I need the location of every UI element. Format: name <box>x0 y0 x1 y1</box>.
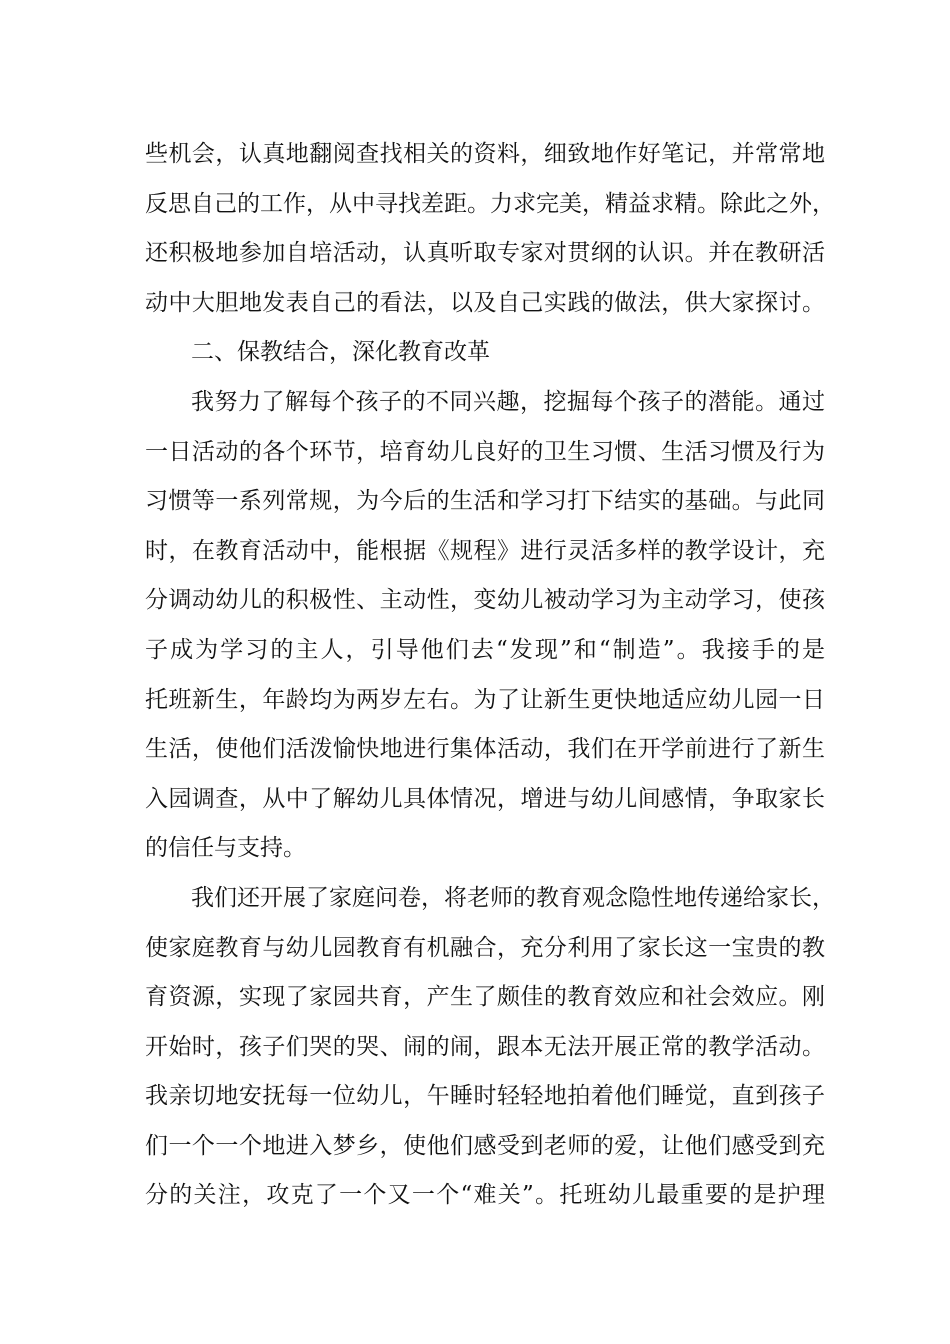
text-line: 生活，使他们活泼愉快地进行集体活动，我们在开学前进行了新生 <box>145 736 825 763</box>
text-line: 分调动幼儿的积极性、主动性，变幼儿被动学习为主动学习，使孩 <box>145 587 825 614</box>
text-line: 们一个一个地进入梦乡，使他们感受到老师的爱，让他们感受到充 <box>145 1132 825 1159</box>
text-line: 育资源，实现了家园共育，产生了颇佳的教育效应和社会效应。刚 <box>145 984 825 1011</box>
text-line: 动中大胆地发表自己的看法，以及自己实践的做法，供大家探讨。 <box>145 289 825 316</box>
text-line: 反思自己的工作，从中寻找差距。力求完美，精益求精。除此之外， <box>145 190 835 217</box>
text-line: 我们还开展了家庭问卷，将老师的教育观念隐性地传递给家长， <box>191 884 835 911</box>
text-line: 还积极地参加自培活动，认真听取专家对贯纲的认识。并在教研活 <box>145 240 825 267</box>
text-line: 使家庭教育与幼儿园教育有机融合，充分利用了家长这一宝贵的教 <box>145 934 825 961</box>
text-line: 托班新生，年龄均为两岁左右。为了让新生更快地适应幼儿园一日 <box>145 686 825 713</box>
text-line: 些机会，认真地翻阅查找相关的资料，细致地作好笔记，并常常地 <box>145 141 825 167</box>
text-line: 子成为学习的主人，引导他们去“发现”和“制造”。我接手的是 <box>145 636 825 663</box>
text-line: 时，在教育活动中，能根据《规程》进行灵活多样的教学设计，充 <box>145 537 825 564</box>
section-heading: 二、保教结合，深化教育改革 <box>191 339 490 366</box>
text-line: 的信任与支持。 <box>145 835 306 862</box>
text-line: 分的关注，攻克了一个又一个“难关”。托班幼儿最重要的是护理 <box>145 1182 825 1209</box>
text-line: 习惯等一系列常规，为今后的生活和学习打下结实的基础。与此同 <box>145 488 825 515</box>
body-text <box>145 130 835 1221</box>
text-line: 一日活动的各个环节，培育幼儿良好的卫生习惯、生活习惯及行为 <box>145 438 825 465</box>
text-line: 我努力了解每个孩子的不同兴趣，挖掘每个孩子的潜能。通过 <box>191 388 825 415</box>
text-line: 开始时，孩子们哭的哭、闹的闹，跟本无法开展正常的教学活动。 <box>145 1033 825 1060</box>
text-line: 入园调查，从中了解幼儿具体情况，增进与幼儿间感情，争取家长 <box>145 785 825 812</box>
text-line: 我亲切地安抚每一位幼儿，午睡时轻轻地拍着他们睡觉，直到孩子 <box>145 1083 825 1110</box>
